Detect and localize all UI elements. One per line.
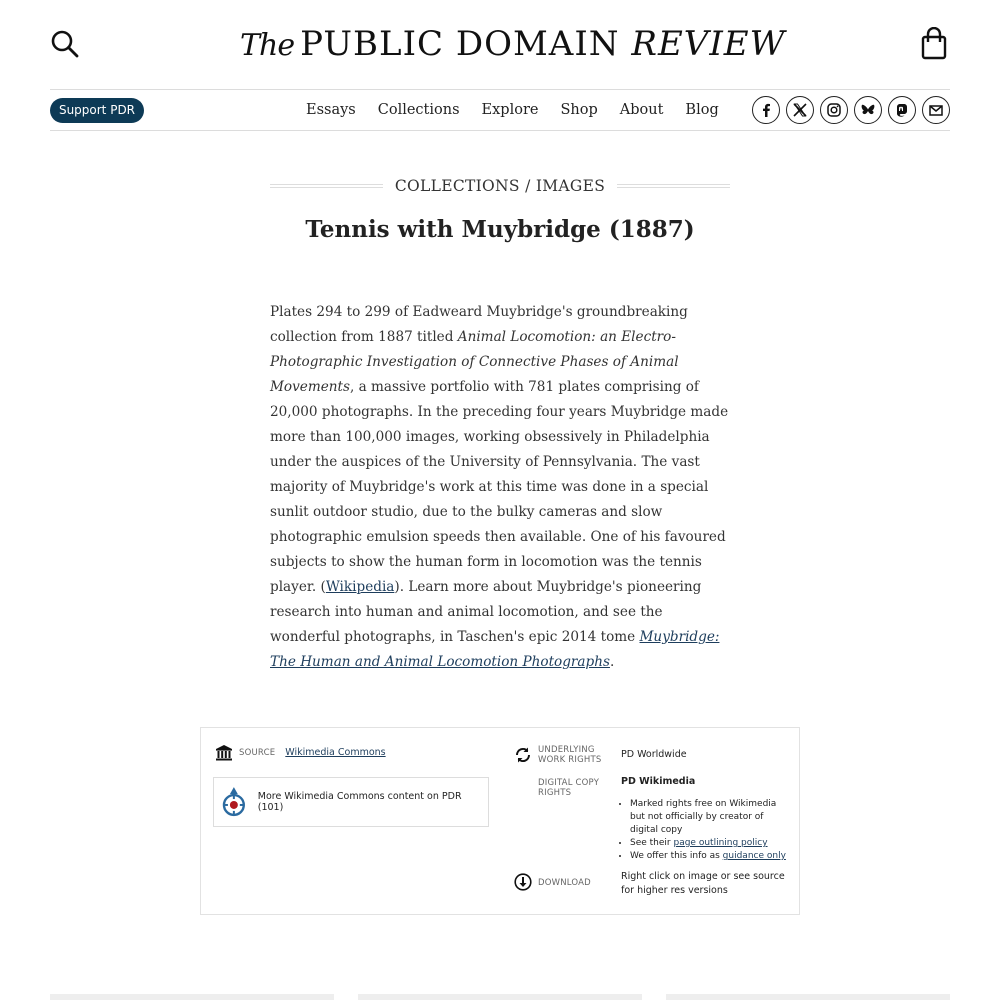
museum-icon <box>215 744 233 761</box>
site-logo[interactable] <box>240 24 786 68</box>
book-title: Muybridge: The Human and Animal Locomotion Photographs <box>270 629 720 670</box>
more-content-box[interactable] <box>213 777 489 827</box>
page-title: Tennis with Muybridge (1887) <box>305 216 695 243</box>
x-link[interactable] <box>786 96 814 124</box>
facebook-link[interactable] <box>752 96 780 124</box>
support-pdr-button[interactable]: Support PDR <box>50 98 144 123</box>
rights-note-3 <box>630 850 789 863</box>
breadcrumb <box>270 174 730 198</box>
digital-label-line1: DIGITAL COPY <box>538 778 600 788</box>
work-title: Animal Locomotion: an Electro-Photographic Investigation of Connective Phases of Animal Movements <box>270 329 679 395</box>
logo-main: PUBLIC DOMAIN <box>300 24 620 64</box>
bluesky-link[interactable] <box>854 96 882 124</box>
download-note: Right click on image or see source for higher res versions <box>621 871 785 896</box>
guidance-link[interactable]: guidance only <box>722 851 786 861</box>
policy-link[interactable]: page outlining policy <box>673 838 768 848</box>
more-wikimedia-link[interactable]: More Wikimedia Commons content on PDR (101) <box>257 791 462 813</box>
instagram-icon <box>826 102 842 118</box>
wikipedia-link[interactable]: Wikipedia <box>325 579 395 595</box>
refresh-rights-icon <box>514 746 532 764</box>
search-button[interactable] <box>50 29 80 59</box>
source-link[interactable]: Wikimedia Commons <box>285 747 386 758</box>
nav-blog[interactable]: Blog <box>685 102 719 118</box>
instagram-link[interactable] <box>820 96 848 124</box>
breadcrumb-rule-left <box>270 184 383 188</box>
wikimedia-commons-icon <box>220 785 248 819</box>
underlying-label-line2: WORK RIGHTS <box>538 755 602 765</box>
rights-note-1: • Marked rights free on Wikimedia but not officially by creator of digital copy <box>630 798 789 837</box>
download-icon <box>514 873 532 891</box>
source-label: SOURCE <box>239 747 276 758</box>
related-card-2[interactable] <box>358 994 642 1000</box>
digital-label-line2: RIGHTS <box>538 788 572 798</box>
main-nav <box>306 90 719 130</box>
nav-shop[interactable]: Shop <box>560 102 598 118</box>
bluesky-icon <box>860 102 876 118</box>
underlying-rights-label <box>538 745 601 765</box>
shop-bag-button[interactable] <box>918 27 950 61</box>
social-links <box>752 96 950 124</box>
article-text-2: , a massive portfolio with 781 plates comprising of 20,000 photographs. In the preceding four years Muybridge made more than 100,000 images, working obsessively in Philadelphia under the auspices of the University of Pennsylvania. The vast majority of Muybridge's work at this time was done in a special sunlit outdoor studio, due to the bulky cameras and slow photographic emulsion speeds then available. One of his favoured subjects to show the human form in locomotion was the tennis player. ( <box>270 379 729 595</box>
rights-note-3-text: We offer this info as <box>630 851 723 861</box>
digital-copy-rights-label <box>538 778 599 798</box>
facebook-icon <box>758 102 774 118</box>
nav-essays[interactable]: Essays <box>306 102 356 118</box>
breadcrumb-images[interactable]: IMAGES <box>535 177 606 195</box>
mastodon-link[interactable] <box>888 96 916 124</box>
logo-the: The <box>240 28 295 63</box>
related-card-1[interactable] <box>50 994 334 1000</box>
article-text-3: ). Learn more about Muybridge's pioneering research into human and animal locomotion, and see the wonderful photographs, in Taschen's epic 2014 tome <box>270 579 702 645</box>
rights-note-2 <box>630 837 789 850</box>
article-text-1: Plates 294 to 299 of Eadweard Muybridge's groundbreaking collection from 1887 titled <box>270 304 688 345</box>
rights-note-2-text: See their <box>630 838 674 848</box>
rights-notes <box>621 798 789 863</box>
rights-info-box <box>200 727 800 915</box>
breadcrumb-text <box>383 177 617 195</box>
email-icon <box>928 102 944 118</box>
mastodon-icon <box>894 102 910 118</box>
breadcrumb-separator: / <box>519 177 536 195</box>
download-label: DOWNLOAD <box>538 878 591 888</box>
email-link[interactable] <box>922 96 950 124</box>
pd-worldwide-link[interactable]: PD Worldwide <box>621 749 687 760</box>
source-row <box>215 744 386 761</box>
nav-explore[interactable]: Explore <box>481 102 539 118</box>
nav-collections[interactable]: Collections <box>377 102 460 118</box>
shopping-bag-icon <box>918 27 950 61</box>
pd-wikimedia-link[interactable]: PD Wikimedia <box>621 776 696 787</box>
breadcrumb-rule-right <box>617 184 730 188</box>
related-card-3[interactable] <box>666 994 950 1000</box>
article-text-4: . <box>609 654 615 670</box>
x-icon <box>792 102 808 118</box>
nav-bar <box>50 89 950 131</box>
underlying-label-line1: UNDERLYING <box>538 745 595 755</box>
breadcrumb-collections[interactable]: COLLECTIONS <box>394 177 520 195</box>
logo-review: REVIEW <box>631 24 786 64</box>
nav-about[interactable]: About <box>619 102 664 118</box>
article-body <box>270 300 735 675</box>
search-icon <box>50 29 80 59</box>
